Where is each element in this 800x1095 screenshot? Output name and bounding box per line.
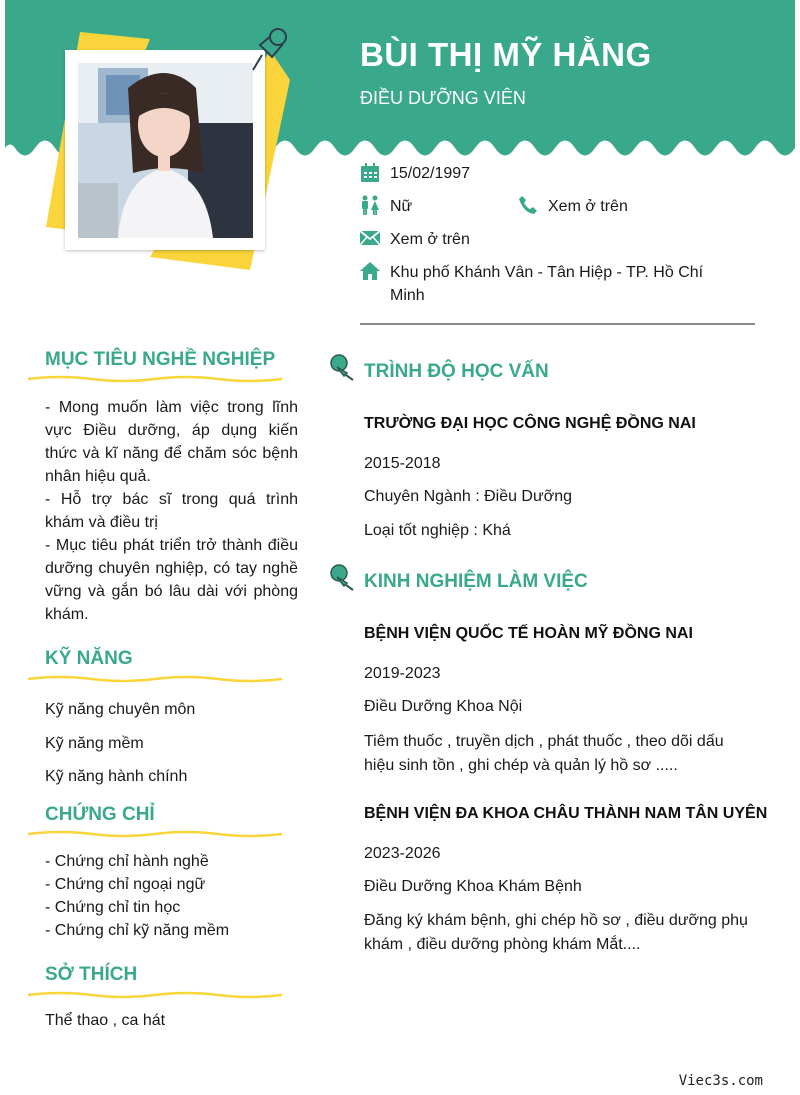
job-company: BỆNH VIỆN ĐA KHOA CHÂU THÀNH NAM TÂN UYÊN bbox=[364, 805, 768, 822]
phone: Xem ở trên bbox=[548, 198, 628, 215]
hobbies-text: Thể thao , ca hát bbox=[45, 1012, 166, 1029]
birthdate: 15/02/1997 bbox=[390, 165, 471, 182]
pushpin-icon bbox=[328, 353, 356, 381]
education-period: 2015-2018 bbox=[364, 455, 441, 472]
watermark: Viec3s.com bbox=[678, 1073, 763, 1089]
job-description: Đăng ký khám bệnh, ghi chép hồ sơ , điều dưỡng phụ khám , điều dưỡng phòng khám Mắt.... bbox=[364, 912, 748, 953]
hobbies-underline bbox=[28, 990, 282, 1000]
education-title: TRÌNH ĐỘ HỌC VẤN bbox=[364, 361, 549, 382]
address: Khu phố Khánh Vân - Tân Hiệp - TP. Hồ Chí Minh bbox=[390, 264, 704, 304]
certificate-item: - Chứng chỉ ngoại ngữ bbox=[45, 876, 206, 893]
job-period: 2019-2023 bbox=[364, 665, 441, 682]
certificates-title: CHỨNG CHỈ bbox=[45, 804, 155, 825]
education-major: Chuyên Ngành : Điều Dưỡng bbox=[364, 488, 572, 505]
job-title: ĐIỀU DƯỠNG VIÊN bbox=[360, 88, 526, 108]
candidate-name: BÙI THỊ MỸ HẰNG bbox=[360, 36, 652, 73]
profile-photo bbox=[78, 63, 253, 238]
experience-title: KINH NGHIỆM LÀM VIỆC bbox=[364, 571, 588, 592]
skill-item: Kỹ năng chuyên môn bbox=[45, 701, 196, 718]
calendar-icon bbox=[360, 163, 380, 183]
job-period: 2023-2026 bbox=[364, 845, 441, 862]
certificate-item: - Chứng chỉ hành nghề bbox=[45, 853, 209, 870]
job-position: Điều Dưỡng Khoa Khám Bệnh bbox=[364, 878, 582, 895]
objective-line: - Hỗ trợ bác sĩ trong quá trình khám và điều trị bbox=[45, 491, 298, 531]
objective-line: - Mục tiêu phát triển trở thành điều dưỡng chuyên nghiệp, có tay nghề vững và gắn bó lâu dài với phòng khám. bbox=[45, 537, 298, 623]
certificate-item: - Chứng chỉ tin học bbox=[45, 899, 181, 916]
objective-underline bbox=[28, 374, 282, 384]
education-grade: Loại tốt nghiệp : Khá bbox=[364, 522, 511, 539]
pushpin-icon bbox=[248, 25, 292, 73]
objective-line: - Mong muốn làm việc trong lĩnh vực Điều dưỡng, áp dụng kiến thức và kĩ năng để chăm sóc bệnh nhân hiệu quả. bbox=[45, 399, 298, 485]
objective-title: MỤC TIÊU NGHỀ NGHIỆP bbox=[45, 349, 276, 370]
header-divider bbox=[360, 323, 755, 325]
home-icon bbox=[360, 261, 380, 281]
gender-icon bbox=[360, 195, 380, 215]
skill-item: Kỹ năng hành chính bbox=[45, 768, 188, 785]
email: Xem ở trên bbox=[390, 231, 470, 248]
phone-icon bbox=[518, 195, 538, 215]
certificate-item: - Chứng chỉ kỹ năng mềm bbox=[45, 922, 230, 939]
pushpin-icon bbox=[328, 563, 356, 591]
skill-item: Kỹ năng mềm bbox=[45, 735, 144, 752]
job-company: BỆNH VIỆN QUỐC TẾ HOÀN MỸ ĐỒNG NAI bbox=[364, 625, 693, 642]
objective-text bbox=[45, 396, 298, 626]
skills-title: KỸ NĂNG bbox=[45, 648, 133, 669]
certificates-underline bbox=[28, 829, 282, 839]
email-icon bbox=[360, 228, 380, 248]
job-position: Điều Dưỡng Khoa Nội bbox=[364, 698, 523, 715]
education-school: TRƯỜNG ĐẠI HỌC CÔNG NGHỆ ĐỒNG NAI bbox=[364, 415, 696, 432]
hobbies-title: SỞ THÍCH bbox=[45, 964, 138, 985]
skills-underline bbox=[28, 674, 282, 684]
job-description: Tiêm thuốc , truyền dịch , phát thuốc , theo dõi dấu hiệu sinh tồn , ghi chép và quản lý hồ sơ ..... bbox=[364, 733, 724, 774]
gender: Nữ bbox=[390, 198, 413, 215]
